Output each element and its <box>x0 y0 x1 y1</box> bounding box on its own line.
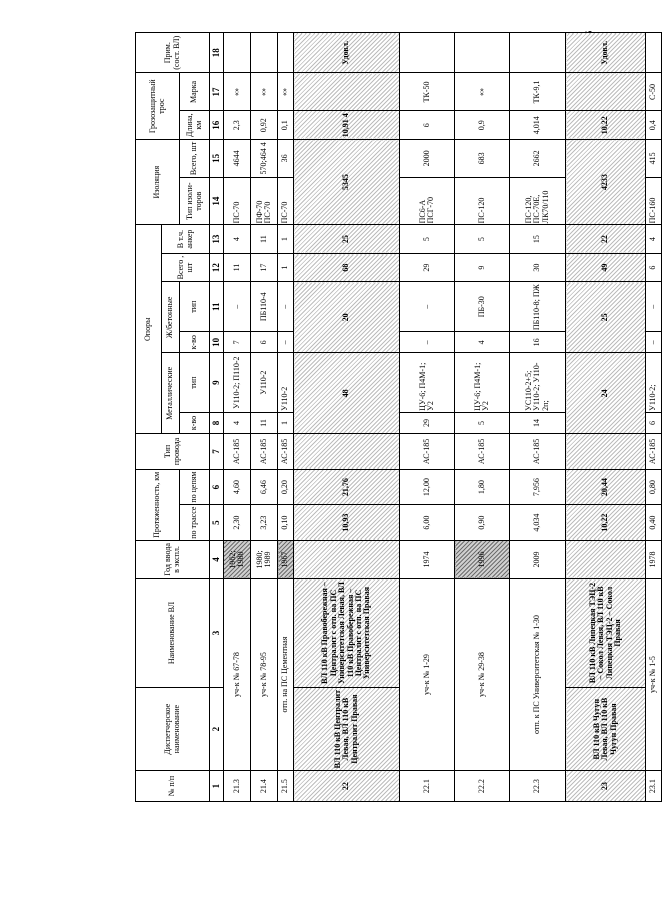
cell-ins-type: ПС-70 <box>278 177 294 224</box>
col-number: 5 <box>210 505 224 541</box>
col-number: 13 <box>210 225 224 253</box>
cell-total: 1 <box>278 253 294 281</box>
table-row-group <box>566 33 646 802</box>
cell-concrete-count: 16 <box>510 332 566 353</box>
cell-wire: АС-185 <box>400 434 455 470</box>
cell-num: 22.1 <box>400 771 455 802</box>
cell-num: 22 <box>294 771 400 802</box>
col-number: 11 <box>210 282 224 332</box>
header-row-1 <box>136 33 162 802</box>
cell-metal-count: 29 <box>400 412 455 433</box>
cell-concrete-count: 6 <box>251 332 278 353</box>
cell-total: 17 <box>251 253 278 281</box>
cell-note <box>455 33 510 73</box>
header-ground-mark: Марка <box>180 73 210 111</box>
header-year: Год ввода в экспл. <box>136 540 210 578</box>
cell-ground-mark: ТК-9,1 <box>510 73 566 111</box>
cell-year: 1967 <box>278 540 294 578</box>
cell-wire: АС-185 <box>510 434 566 470</box>
cell-metal-count: 1 <box>278 412 294 433</box>
cell-year: 1974 <box>400 540 455 578</box>
col-number: 8 <box>210 412 224 433</box>
cell-route: 0,40 <box>646 505 662 541</box>
col-number: 18 <box>210 33 224 73</box>
cell-wire <box>566 434 646 470</box>
cell-ground-len: 0,92 <box>251 111 278 139</box>
cell-ground-len: 10,22 <box>566 111 646 139</box>
cell-disp-name: ВЛ 110 кВ Централит Левая, ВЛ 110 кВ Централит Правая <box>294 688 400 771</box>
cell-wire: АС-185 <box>251 434 278 470</box>
table-row <box>224 33 251 802</box>
cell-ins-total: 4644 <box>224 139 251 177</box>
header-concrete: Ж/бетонные <box>162 282 180 353</box>
cell-note <box>400 33 455 73</box>
power-lines-table <box>135 32 662 802</box>
col-number: 3 <box>210 578 224 687</box>
cell-name: уч-к № 1-29 <box>400 578 455 770</box>
cell-year <box>566 540 646 578</box>
cell-name: отп. на ПС Цементная <box>278 578 294 770</box>
cell-wire <box>294 434 400 470</box>
cell-concrete-count: 7 <box>224 332 251 353</box>
cell-ground-mark <box>294 73 400 111</box>
cell-route: 10,93 <box>294 505 400 541</box>
cell-metal-count: 5 <box>455 412 510 433</box>
cell-route: 6,00 <box>400 505 455 541</box>
cell-wire: АС-185 <box>224 434 251 470</box>
cell-ground-len: 0,4 <box>646 111 662 139</box>
header-ground-wire: Грозозащитный трос <box>136 73 180 139</box>
cell-metal-type: У110-2 <box>278 353 294 412</box>
cell-note: Удовл. <box>566 33 646 73</box>
cell-ins-total: 2000 <box>400 139 455 177</box>
cell-total: 49 <box>566 253 646 281</box>
cell-note <box>278 33 294 73</box>
header-metal-type: тип <box>180 353 210 412</box>
header-num: № п/п <box>136 771 210 802</box>
cell-ins-type: ПС-120 <box>455 177 510 224</box>
cell-anchor: 25 <box>294 225 400 253</box>
cell-concrete-count: – <box>646 332 662 353</box>
cell-metal-type: ЦУ-6; П4М-1; У2 <box>400 353 455 412</box>
cell-note <box>646 33 662 73</box>
column-number-row <box>210 33 224 802</box>
cell-ground-mark: «» <box>224 73 251 111</box>
cell-concrete-type: – <box>224 282 251 332</box>
cell-circuits: 12,00 <box>400 469 455 505</box>
cell-year <box>294 540 400 578</box>
cell-anchor: 11 <box>251 225 278 253</box>
cell-metal-count: 4 <box>224 412 251 433</box>
cell-note <box>510 33 566 73</box>
cell-name: уч-к № 29-38 <box>455 578 510 770</box>
cell-total: 29 <box>400 253 455 281</box>
cell-year: 2009 <box>510 540 566 578</box>
cell-ins-total: 4233 <box>566 139 646 224</box>
header-note: Прим. (сост. ВЛ) <box>136 33 210 73</box>
cell-concrete-count: 4 <box>455 332 510 353</box>
col-number: 2 <box>210 688 224 771</box>
cell-concrete-type: ПБ110-8; ПЖ <box>510 282 566 332</box>
header-metal-count: к-во <box>180 412 210 433</box>
table-row-group <box>294 33 400 802</box>
header-len-circuits: по цепям <box>180 469 210 505</box>
cell-anchor: 5 <box>400 225 455 253</box>
cell-ins-type: ПС-160 <box>646 177 662 224</box>
cell-metal-count: 6 <box>646 412 662 433</box>
cell-circuits: 21,76 <box>294 469 400 505</box>
cell-ground-len: 10,91 4 <box>294 111 400 139</box>
col-number: 1 <box>210 771 224 802</box>
cell-concrete-type: – <box>400 282 455 332</box>
col-number: 6 <box>210 469 224 505</box>
cell-circuits: 7,956 <box>510 469 566 505</box>
cell-circuits: 4,60 <box>224 469 251 505</box>
header-total: Всего , шт <box>162 253 210 281</box>
cell-metal-count: 14 <box>510 412 566 433</box>
cell-ins-total: 570;464 4 <box>251 139 278 177</box>
header-anchor: В т.ч. анкер <box>162 225 210 253</box>
cell-ground-len: 4,014 <box>510 111 566 139</box>
cell-concrete-count: 25 <box>566 282 646 353</box>
header-vl-name: Наименование ВЛ <box>136 578 210 687</box>
cell-name: ВЛ 110 кВ Липецкая ТЭЦ-2 – Сокол Левая, ВЛ 110 кВ Липецкая ТЭЦ-2 – Сокол Правая <box>566 578 646 687</box>
col-number: 7 <box>210 434 224 470</box>
cell-ins-type: ПС-70 <box>224 177 251 224</box>
cell-concrete-count: – <box>278 332 294 353</box>
cell-ins-type: ПС-120, ПС-70Е, ЛК70/110 <box>510 177 566 224</box>
cell-ins-total: 415 <box>646 139 662 177</box>
cell-total: 9 <box>455 253 510 281</box>
cell-ins-total: 36 <box>278 139 294 177</box>
cell-ground-len: 0,9 <box>455 111 510 139</box>
cell-num: 21.4 <box>251 771 278 802</box>
cell-circuits: 1,80 <box>455 469 510 505</box>
col-number: 4 <box>210 540 224 578</box>
cell-ground-len: 0,1 <box>278 111 294 139</box>
cell-metal-count: 48 <box>294 353 400 434</box>
header-concrete-type: тип <box>180 282 210 332</box>
header-length: Протяженность, км <box>136 469 180 540</box>
table-row <box>510 33 566 802</box>
cell-note <box>251 33 278 73</box>
header-disp-name: Диспетчерское наименование <box>136 688 210 771</box>
cell-ground-mark <box>566 73 646 111</box>
cell-num: 21.3 <box>224 771 251 802</box>
cell-metal-count: 11 <box>251 412 278 433</box>
cell-metal-type: ЦУ-6; П4М-1; У2 <box>455 353 510 412</box>
cell-total: 6 <box>646 253 662 281</box>
cell-year: 1980; 1989 <box>251 540 278 578</box>
cell-metal-type: У110-2; <box>646 353 662 412</box>
cell-year: 1962; 1980 <box>224 540 251 578</box>
cell-ground-mark: ТК-50 <box>400 73 455 111</box>
cell-concrete-count: 20 <box>294 282 400 353</box>
cell-wire: АС-185 <box>646 434 662 470</box>
cell-wire: АС-185 <box>278 434 294 470</box>
cell-total: 68 <box>294 253 400 281</box>
cell-anchor: 4 <box>646 225 662 253</box>
cell-metal-type: У110-2; П110-2 <box>224 353 251 412</box>
cell-anchor: 5 <box>455 225 510 253</box>
header-len-route: по трассе <box>180 505 210 541</box>
cell-ins-type: ПС6-А ПСГ-70 <box>400 177 455 224</box>
col-number: 14 <box>210 177 224 224</box>
cell-note: Удовл. <box>294 33 400 73</box>
col-number: 15 <box>210 139 224 177</box>
cell-ground-mark: «» <box>455 73 510 111</box>
cell-num: 23.1 <box>646 771 662 802</box>
cell-num: 23 <box>566 771 646 802</box>
cell-num: 21.5 <box>278 771 294 802</box>
header-ground-len: Длина, км <box>180 111 210 139</box>
cell-route: 0,90 <box>455 505 510 541</box>
col-number: 10 <box>210 332 224 353</box>
col-number: 16 <box>210 111 224 139</box>
cell-circuits: 0,20 <box>278 469 294 505</box>
cell-total: 30 <box>510 253 566 281</box>
cell-wire: АС-185 <box>455 434 510 470</box>
header-ins-total: Всего, шт <box>180 139 210 177</box>
table-row <box>278 33 294 802</box>
cell-circuits: 20,44 <box>566 469 646 505</box>
cell-ins-type: ПФ-70 ПС-70 <box>251 177 278 224</box>
cell-name: отп. к ПС Университетская № 1-30 <box>510 578 566 770</box>
table-row <box>400 33 455 802</box>
header-ins-type: Тип изоли-торов <box>180 177 210 224</box>
cell-year: 1978 <box>646 540 662 578</box>
col-number: 12 <box>210 253 224 281</box>
cell-ins-total: 683 <box>455 139 510 177</box>
header-wire-type: Тип провода <box>136 434 210 470</box>
table-row <box>251 33 278 802</box>
cell-concrete-type: – <box>646 282 662 332</box>
cell-route: 10,22 <box>566 505 646 541</box>
cell-ins-total: 2662 <box>510 139 566 177</box>
cell-ground-mark: С-50 <box>646 73 662 111</box>
cell-concrete-type: ПБ-30 <box>455 282 510 332</box>
header-metal: Металлические <box>162 353 180 434</box>
cell-name: ВЛ 110 кВ Правобережная – Централит с отп. на ПС Университетская Левая, ВЛ 110 кВ Правобережная – Централит с отп. на ПС Университетская Правая <box>294 578 400 687</box>
cell-circuits: 0,80 <box>646 469 662 505</box>
cell-name: уч-к № 78-95 <box>251 578 278 770</box>
cell-ground-mark: «» <box>278 73 294 111</box>
col-number: 9 <box>210 353 224 412</box>
table-row <box>455 33 510 802</box>
header-concrete-count: к-во <box>180 332 210 353</box>
cell-concrete-type: – <box>278 282 294 332</box>
cell-route: 2,30 <box>224 505 251 541</box>
cell-circuits: 6,46 <box>251 469 278 505</box>
cell-total: 11 <box>224 253 251 281</box>
rotated-table-wrapper <box>135 32 658 802</box>
cell-anchor: 1 <box>278 225 294 253</box>
cell-ground-len: 2,3 <box>224 111 251 139</box>
cell-route: 3,23 <box>251 505 278 541</box>
cell-name: уч-к № 67-78 <box>224 578 251 770</box>
cell-name: уч-к № 1-5 <box>646 578 662 770</box>
cell-num: 22.2 <box>455 771 510 802</box>
cell-metal-type: У110-2 <box>251 353 278 412</box>
cell-route: 0,10 <box>278 505 294 541</box>
cell-metal-type: УС110-2+5; У110-2; У110-2п; <box>510 353 566 412</box>
cell-anchor: 22 <box>566 225 646 253</box>
cell-concrete-count: – <box>400 332 455 353</box>
cell-year: 1996 <box>455 540 510 578</box>
cell-ground-mark: «» <box>251 73 278 111</box>
header-supports: Опоры <box>136 225 162 434</box>
cell-note <box>224 33 251 73</box>
cell-concrete-type: ПБ110-4 <box>251 282 278 332</box>
header-insulation: Изоляция <box>136 139 180 224</box>
col-number: 17 <box>210 73 224 111</box>
cell-anchor: 4 <box>224 225 251 253</box>
cell-num: 22.3 <box>510 771 566 802</box>
table-row <box>646 33 662 802</box>
cell-ins-total: 5345 <box>294 139 400 224</box>
cell-disp-name: ВЛ 110 кВ Чугун Левая, ВЛ 110 кВ Чугун Правая <box>566 688 646 771</box>
cell-route: 4,034 <box>510 505 566 541</box>
cell-ground-len: 6 <box>400 111 455 139</box>
cell-anchor: 15 <box>510 225 566 253</box>
cell-metal-count: 24 <box>566 353 646 434</box>
